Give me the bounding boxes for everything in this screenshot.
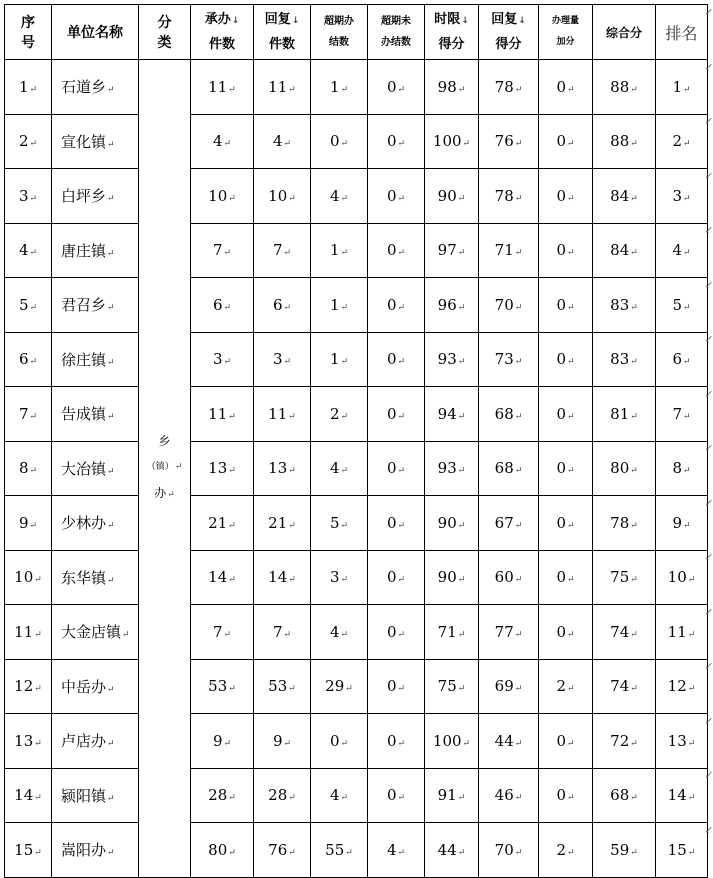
cell-total: 74↵ bbox=[593, 659, 656, 714]
cell-seq: 10↵ bbox=[5, 550, 52, 605]
cell-total: 88↵ bbox=[593, 60, 656, 115]
cell-time-score: 75↵ bbox=[425, 659, 479, 714]
cell-overdue-done: 1↵ bbox=[311, 223, 368, 278]
header-total: 综合分 bbox=[593, 5, 656, 60]
cell-bonus: 0↵ bbox=[539, 441, 593, 496]
cell-unit-name: 唐庄镇↵ bbox=[52, 223, 139, 278]
cell-reply-score: 44↵ bbox=[479, 714, 539, 769]
cell-rank: 8↵ bbox=[656, 441, 708, 496]
cell-bonus: 0↵ bbox=[539, 387, 593, 442]
header-name: 单位名称 bbox=[52, 5, 139, 60]
cell-handled: 7↵ bbox=[191, 223, 254, 278]
cell-rank: 13↵ bbox=[656, 714, 708, 769]
cell-replied: 10↵ bbox=[254, 169, 311, 224]
cell-bonus: 0↵ bbox=[539, 605, 593, 660]
cell-unit-name: 徐庄镇↵ bbox=[52, 332, 139, 387]
cell-total: 68↵ bbox=[593, 768, 656, 823]
cell-unit-name: 颍阳镇↵ bbox=[52, 768, 139, 823]
cell-total: 72↵ bbox=[593, 714, 656, 769]
cell-time-score: 93↵ bbox=[425, 441, 479, 496]
cell-reply-score: 70↵ bbox=[479, 278, 539, 333]
cell-unit-name: 中岳办↵ bbox=[52, 659, 139, 714]
cell-seq: 7↵ bbox=[5, 387, 52, 442]
table-row bbox=[5, 387, 708, 442]
cell-handled: 6↵ bbox=[191, 278, 254, 333]
cell-seq: 11↵ bbox=[5, 605, 52, 660]
cell-total: 84↵ bbox=[593, 223, 656, 278]
cell-unit-name: 嵩阳办↵ bbox=[52, 823, 139, 878]
row-end-mark: ↙ bbox=[704, 6, 713, 18]
cell-bonus: 0↵ bbox=[539, 768, 593, 823]
row-end-mark: ↙ bbox=[704, 715, 713, 727]
cell-seq: 8↵ bbox=[5, 441, 52, 496]
cell-reply-score: 78↵ bbox=[479, 169, 539, 224]
cell-replied: 13↵ bbox=[254, 441, 311, 496]
cell-replied: 53↵ bbox=[254, 659, 311, 714]
row-end-mark: ↙ bbox=[704, 388, 713, 400]
cell-total: 74↵ bbox=[593, 605, 656, 660]
cell-overdue-done: 4↵ bbox=[311, 441, 368, 496]
cell-handled: 11↵ bbox=[191, 60, 254, 115]
header-overdue-undone: 超期未 办结数 bbox=[368, 5, 425, 60]
cell-unit-name: 白坪乡↵ bbox=[52, 169, 139, 224]
table-row bbox=[5, 714, 708, 769]
header-volume-bonus: 办理量 加分 bbox=[539, 5, 593, 60]
cell-time-score: 71↵ bbox=[425, 605, 479, 660]
cell-unit-name: 宣化镇↵ bbox=[52, 114, 139, 169]
row-end-mark: ↙ bbox=[704, 61, 713, 73]
table-body bbox=[5, 60, 708, 878]
table-row bbox=[5, 605, 708, 660]
cell-overdue-undone: 0↵ bbox=[368, 768, 425, 823]
cell-bonus: 0↵ bbox=[539, 169, 593, 224]
cell-time-score: 100↵ bbox=[425, 114, 479, 169]
row-end-mark: ↙ bbox=[704, 170, 713, 182]
cell-replied: 3↵ bbox=[254, 332, 311, 387]
cell-bonus: 0↵ bbox=[539, 114, 593, 169]
cell-rank: 9↵ bbox=[656, 496, 708, 551]
cell-reply-score: 73↵ bbox=[479, 332, 539, 387]
cell-overdue-undone: 0↵ bbox=[368, 659, 425, 714]
cell-overdue-done: 5↵ bbox=[311, 496, 368, 551]
cell-total: 75↵ bbox=[593, 550, 656, 605]
cell-reply-score: 71↵ bbox=[479, 223, 539, 278]
header-reply-score: 回复↓ 得分 bbox=[479, 5, 539, 60]
cell-overdue-done: 0↵ bbox=[311, 114, 368, 169]
cell-rank: 12↵ bbox=[656, 659, 708, 714]
cell-time-score: 98↵ bbox=[425, 60, 479, 115]
table-row bbox=[5, 223, 708, 278]
table-row bbox=[5, 278, 708, 333]
cell-reply-score: 68↵ bbox=[479, 387, 539, 442]
cell-time-score: 90↵ bbox=[425, 550, 479, 605]
cell-seq: 2↵ bbox=[5, 114, 52, 169]
cell-handled: 11↵ bbox=[191, 387, 254, 442]
row-end-mark: ↙ bbox=[704, 334, 713, 345]
cell-time-score: 96↵ bbox=[425, 278, 479, 333]
row-end-mark: ↙ bbox=[704, 661, 713, 672]
cell-unit-name: 石道乡↵ bbox=[52, 60, 139, 115]
cell-rank: 1↵ bbox=[656, 60, 708, 115]
cell-seq: 3↵ bbox=[5, 169, 52, 224]
cell-overdue-undone: 0↵ bbox=[368, 60, 425, 115]
cell-seq: 14↵ bbox=[5, 768, 52, 823]
cell-handled: 53↵ bbox=[191, 659, 254, 714]
cell-rank: 15↵ bbox=[656, 823, 708, 878]
cell-total: 59↵ bbox=[593, 823, 656, 878]
cell-overdue-done: 4↵ bbox=[311, 768, 368, 823]
cell-time-score: 97↵ bbox=[425, 223, 479, 278]
cell-replied: 11↵ bbox=[254, 387, 311, 442]
cell-unit-name: 少林办↵ bbox=[52, 496, 139, 551]
cell-reply-score: 69↵ bbox=[479, 659, 539, 714]
row-end-mark: ↙ bbox=[704, 443, 713, 454]
cell-unit-name: 大冶镇↵ bbox=[52, 441, 139, 496]
cell-rank: 3↵ bbox=[656, 169, 708, 224]
cell-seq: 9↵ bbox=[5, 496, 52, 551]
cell-replied: 4↵ bbox=[254, 114, 311, 169]
cell-replied: 7↵ bbox=[254, 223, 311, 278]
row-end-mark: ↙ bbox=[704, 552, 713, 563]
cell-reply-score: 76↵ bbox=[479, 114, 539, 169]
cell-rank: 5↵ bbox=[656, 278, 708, 333]
cell-total: 84↵ bbox=[593, 169, 656, 224]
cell-overdue-undone: 0↵ bbox=[368, 114, 425, 169]
cell-handled: 28↵ bbox=[191, 768, 254, 823]
cell-time-score: 90↵ bbox=[425, 496, 479, 551]
cell-bonus: 0↵ bbox=[539, 714, 593, 769]
cell-handled: 21↵ bbox=[191, 496, 254, 551]
cell-bonus: 2↵ bbox=[539, 659, 593, 714]
cell-seq: 13↵ bbox=[5, 714, 52, 769]
cell-overdue-undone: 0↵ bbox=[368, 387, 425, 442]
row-end-mark: ↙ bbox=[704, 279, 713, 291]
cell-overdue-undone: 0↵ bbox=[368, 223, 425, 278]
cell-seq: 1↵ bbox=[5, 60, 52, 115]
row-end-mark: ↙ bbox=[704, 824, 713, 836]
cell-bonus: 0↵ bbox=[539, 550, 593, 605]
cell-unit-name: 大金店镇↵ bbox=[52, 605, 139, 660]
cell-total: 83↵ bbox=[593, 332, 656, 387]
cell-overdue-undone: 0↵ bbox=[368, 441, 425, 496]
cell-overdue-done: 0↵ bbox=[311, 714, 368, 769]
cell-unit-name: 卢店办↵ bbox=[52, 714, 139, 769]
cell-bonus: 0↵ bbox=[539, 496, 593, 551]
cell-handled: 4↵ bbox=[191, 114, 254, 169]
cell-rank: 6↵ bbox=[656, 332, 708, 387]
cell-handled: 80↵ bbox=[191, 823, 254, 878]
cell-overdue-done: 29↵ bbox=[311, 659, 368, 714]
table-row bbox=[5, 169, 708, 224]
cell-seq: 6↵ bbox=[5, 332, 52, 387]
cell-unit-name: 君召乡↵ bbox=[52, 278, 139, 333]
cell-overdue-done: 4↵ bbox=[311, 169, 368, 224]
cell-overdue-undone: 0↵ bbox=[368, 278, 425, 333]
cell-reply-score: 77↵ bbox=[479, 605, 539, 660]
cell-rank: 7↵ bbox=[656, 387, 708, 442]
table-row bbox=[5, 60, 708, 115]
table-row bbox=[5, 496, 708, 551]
table-row bbox=[5, 768, 708, 823]
cell-seq: 4↵ bbox=[5, 223, 52, 278]
cell-overdue-done: 1↵ bbox=[311, 60, 368, 115]
cell-replied: 76↵ bbox=[254, 823, 311, 878]
cell-overdue-done: 4↵ bbox=[311, 605, 368, 660]
cell-overdue-done: 55↵ bbox=[311, 823, 368, 878]
header-replied: 回复↓ 件数 bbox=[254, 5, 311, 60]
table-row bbox=[5, 823, 708, 878]
cell-total: 80↵ bbox=[593, 441, 656, 496]
row-end-mark: ↙ bbox=[704, 606, 713, 618]
cell-total: 78↵ bbox=[593, 496, 656, 551]
cell-time-score: 93↵ bbox=[425, 332, 479, 387]
cell-reply-score: 46↵ bbox=[479, 768, 539, 823]
cell-reply-score: 70↵ bbox=[479, 823, 539, 878]
cell-reply-score: 68↵ bbox=[479, 441, 539, 496]
header-time-score: 时限↓ 得分 bbox=[425, 5, 479, 60]
header-overdue-done: 超期办 结数 bbox=[311, 5, 368, 60]
table-row bbox=[5, 659, 708, 714]
row-end-mark: ↙ bbox=[704, 116, 713, 127]
cell-rank: 14↵ bbox=[656, 768, 708, 823]
cell-handled: 9↵ bbox=[191, 714, 254, 769]
table-header bbox=[5, 5, 708, 60]
cell-handled: 10↵ bbox=[191, 169, 254, 224]
cell-unit-name: 东华镇↵ bbox=[52, 550, 139, 605]
cell-overdue-done: 1↵ bbox=[311, 278, 368, 333]
cell-rank: 11↵ bbox=[656, 605, 708, 660]
cell-time-score: 44↵ bbox=[425, 823, 479, 878]
cell-time-score: 94↵ bbox=[425, 387, 479, 442]
table-row bbox=[5, 550, 708, 605]
header-handled: 承办↓ 件数 bbox=[191, 5, 254, 60]
cell-handled: 3↵ bbox=[191, 332, 254, 387]
cell-bonus: 0↵ bbox=[539, 60, 593, 115]
cell-replied: 14↵ bbox=[254, 550, 311, 605]
cell-rank: 2↵ bbox=[656, 114, 708, 169]
row-end-mark: ↙ bbox=[704, 225, 713, 236]
cell-time-score: 100↵ bbox=[425, 714, 479, 769]
cell-overdue-undone: 0↵ bbox=[368, 714, 425, 769]
cell-handled: 7↵ bbox=[191, 605, 254, 660]
cell-replied: 9↵ bbox=[254, 714, 311, 769]
cell-bonus: 0↵ bbox=[539, 332, 593, 387]
cell-replied: 28↵ bbox=[254, 768, 311, 823]
cell-replied: 6↵ bbox=[254, 278, 311, 333]
cell-overdue-undone: 0↵ bbox=[368, 550, 425, 605]
cell-total: 88↵ bbox=[593, 114, 656, 169]
cell-reply-score: 67↵ bbox=[479, 496, 539, 551]
cell-seq: 15↵ bbox=[5, 823, 52, 878]
ranking-table bbox=[4, 4, 708, 878]
cell-total: 83↵ bbox=[593, 278, 656, 333]
cell-replied: 21↵ bbox=[254, 496, 311, 551]
cell-bonus: 0↵ bbox=[539, 278, 593, 333]
cell-replied: 11↵ bbox=[254, 60, 311, 115]
cell-overdue-undone: 0↵ bbox=[368, 169, 425, 224]
cell-reply-score: 78↵ bbox=[479, 60, 539, 115]
cell-category: 乡 （镇）↵ 办↵ bbox=[139, 60, 191, 878]
cell-seq: 12↵ bbox=[5, 659, 52, 714]
table-row bbox=[5, 441, 708, 496]
cell-overdue-done: 3↵ bbox=[311, 550, 368, 605]
cell-overdue-done: 1↵ bbox=[311, 332, 368, 387]
cell-overdue-undone: 0↵ bbox=[368, 496, 425, 551]
cell-replied: 7↵ bbox=[254, 605, 311, 660]
cell-bonus: 2↵ bbox=[539, 823, 593, 878]
header-seq: 序 号 bbox=[5, 5, 52, 60]
cell-overdue-undone: 0↵ bbox=[368, 332, 425, 387]
cell-handled: 14↵ bbox=[191, 550, 254, 605]
cell-reply-score: 60↵ bbox=[479, 550, 539, 605]
header-rank: 排名 bbox=[656, 5, 708, 60]
cell-handled: 13↵ bbox=[191, 441, 254, 496]
row-end-mark: ↙ bbox=[704, 497, 713, 509]
cell-total: 81↵ bbox=[593, 387, 656, 442]
cell-overdue-done: 2↵ bbox=[311, 387, 368, 442]
cell-rank: 4↵ bbox=[656, 223, 708, 278]
table-row bbox=[5, 332, 708, 387]
cell-seq: 5↵ bbox=[5, 278, 52, 333]
header-category: 分 类 bbox=[139, 5, 191, 60]
cell-rank: 10↵ bbox=[656, 550, 708, 605]
cell-bonus: 0↵ bbox=[539, 223, 593, 278]
cell-overdue-undone: 0↵ bbox=[368, 605, 425, 660]
cell-time-score: 90↵ bbox=[425, 169, 479, 224]
cell-overdue-undone: 4↵ bbox=[368, 823, 425, 878]
row-end-mark: ↙ bbox=[704, 770, 713, 781]
cell-unit-name: 告成镇↵ bbox=[52, 387, 139, 442]
cell-time-score: 91↵ bbox=[425, 768, 479, 823]
table-row bbox=[5, 114, 708, 169]
